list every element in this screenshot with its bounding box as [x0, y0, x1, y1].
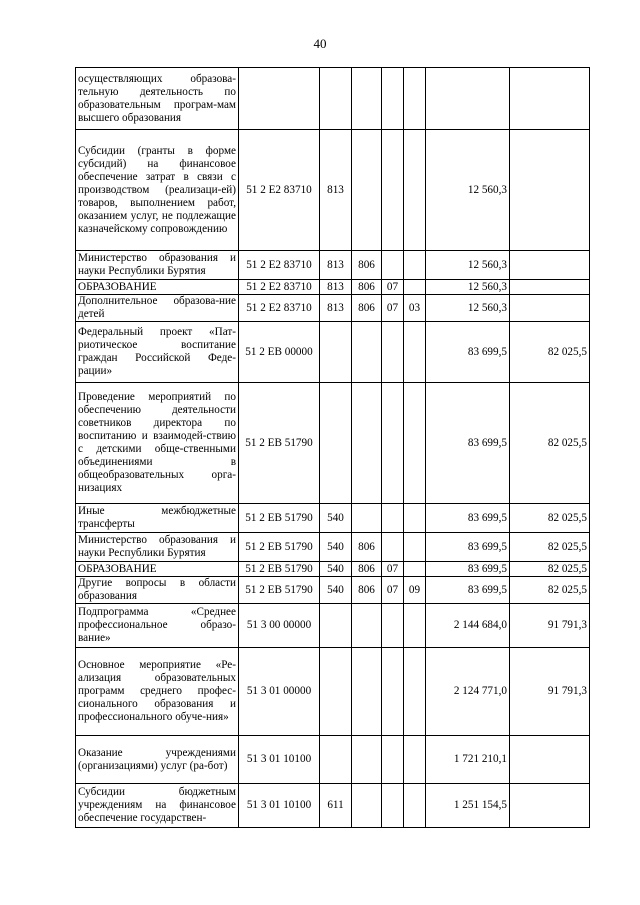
row-name: Оказание учреждениями (организациями) услуг (ра-бот) [76, 736, 239, 784]
row-name: Министерство образования и науки Республики Бурятия [76, 251, 239, 280]
target-article-code [239, 68, 320, 130]
table-row [76, 604, 590, 648]
page-number: 40 [313, 36, 327, 51]
target-article-code: 51 2 ЕВ 51790 [239, 383, 320, 504]
target-article-code: 51 2 Е2 83710 [239, 295, 320, 322]
ministry-code: 806 [352, 577, 382, 604]
table-row [76, 322, 590, 383]
expense-type-code: 813 [320, 251, 352, 280]
table-row [76, 648, 590, 736]
subsection-code [404, 130, 426, 251]
section-code [382, 68, 404, 130]
section-code [382, 784, 404, 828]
amount-year-1: 12 560,3 [426, 130, 510, 251]
subsection-code [404, 533, 426, 562]
ministry-code [352, 736, 382, 784]
row-name: Федеральный проект «Пат-риотическое воспитание граждан Российской Феде-рации» [76, 322, 239, 383]
subsection-code [404, 736, 426, 784]
row-name: Проведение мероприятий по обеспечению деятельности советников директора по воспитанию и взаимодей-ствию с детскими обще-ственными объединениями в общеобразовательных орга-низациях [76, 383, 239, 504]
expense-type-code: 611 [320, 784, 352, 828]
ministry-code: 806 [352, 251, 382, 280]
row-name: ОБРАЗОВАНИЕ [76, 280, 239, 295]
amount-year-1: 83 699,5 [426, 504, 510, 533]
ministry-code [352, 130, 382, 251]
row-name: Другие вопросы в области образования [76, 577, 239, 604]
subsection-code: 03 [404, 295, 426, 322]
ministry-code [352, 322, 382, 383]
target-article-code: 51 2 ЕВ 00000 [239, 322, 320, 383]
target-article-code: 51 2 ЕВ 51790 [239, 504, 320, 533]
subsection-code: 09 [404, 577, 426, 604]
target-article-code: 51 2 ЕВ 51790 [239, 577, 320, 604]
ministry-code [352, 604, 382, 648]
table-row [76, 251, 590, 280]
amount-year-1: 83 699,5 [426, 322, 510, 383]
ministry-code: 806 [352, 562, 382, 577]
subsection-code [404, 562, 426, 577]
target-article-code: 51 2 Е2 83710 [239, 280, 320, 295]
section-code: 07 [382, 280, 404, 295]
amount-year-2 [510, 68, 590, 130]
subsection-code [404, 383, 426, 504]
amount-year-1: 2 124 771,0 [426, 648, 510, 736]
row-name: осуществляющих образова-тельную деятельность по образовательным програм-мам высшего образования [76, 68, 239, 130]
row-name: Дополнительное образова-ние детей [76, 295, 239, 322]
ministry-code [352, 648, 382, 736]
expense-type-code [320, 736, 352, 784]
amount-year-2 [510, 784, 590, 828]
expense-type-code [320, 604, 352, 648]
amount-year-2: 82 025,5 [510, 562, 590, 577]
section-code [382, 130, 404, 251]
amount-year-2: 91 791,3 [510, 648, 590, 736]
table-row [76, 383, 590, 504]
target-article-code: 51 2 Е2 83710 [239, 251, 320, 280]
expense-type-code: 540 [320, 562, 352, 577]
expense-type-code: 813 [320, 130, 352, 251]
amount-year-2: 82 025,5 [510, 322, 590, 383]
row-name: ОБРАЗОВАНИЕ [76, 562, 239, 577]
target-article-code: 51 2 ЕВ 51790 [239, 562, 320, 577]
target-article-code: 51 3 01 00000 [239, 648, 320, 736]
ministry-code [352, 504, 382, 533]
amount-year-1 [426, 68, 510, 130]
table-row [76, 280, 590, 295]
amount-year-1: 12 560,3 [426, 251, 510, 280]
row-name: Министерство образования и науки Республики Бурятия [76, 533, 239, 562]
amount-year-1: 1 721 210,1 [426, 736, 510, 784]
row-name: Иные межбюджетные трансферты [76, 504, 239, 533]
table-row [76, 295, 590, 322]
subsection-code [404, 280, 426, 295]
amount-year-2: 82 025,5 [510, 533, 590, 562]
budget-table [75, 67, 590, 828]
target-article-code: 51 3 01 10100 [239, 736, 320, 784]
target-article-code: 51 3 00 00000 [239, 604, 320, 648]
row-name: Субсидии бюджетным учреждениям на финансовое обеспечение государствен- [76, 784, 239, 828]
amount-year-2 [510, 251, 590, 280]
section-code [382, 504, 404, 533]
section-code [382, 736, 404, 784]
section-code [382, 604, 404, 648]
table-row [76, 130, 590, 251]
amount-year-1: 83 699,5 [426, 577, 510, 604]
amount-year-2 [510, 736, 590, 784]
section-code: 07 [382, 295, 404, 322]
ministry-code [352, 383, 382, 504]
ministry-code [352, 784, 382, 828]
ministry-code [352, 68, 382, 130]
row-name: Субсидии (гранты в форме субсидий) на финансовое обеспечение затрат в связи с производством (реализаци-ей) товаров, выполнением работ, оказанием услуг, не подлежащие казначейскому сопровождению [76, 130, 239, 251]
amount-year-1: 12 560,3 [426, 295, 510, 322]
amount-year-2: 82 025,5 [510, 383, 590, 504]
table-row [76, 504, 590, 533]
amount-year-1: 12 560,3 [426, 280, 510, 295]
expense-type-code [320, 68, 352, 130]
ministry-code: 806 [352, 280, 382, 295]
target-article-code: 51 3 01 10100 [239, 784, 320, 828]
table-row [76, 736, 590, 784]
ministry-code: 806 [352, 533, 382, 562]
budget-table-body [76, 68, 590, 828]
section-code [382, 648, 404, 736]
section-code [382, 383, 404, 504]
amount-year-1: 83 699,5 [426, 533, 510, 562]
table-row [76, 577, 590, 604]
subsection-code [404, 251, 426, 280]
table-row [76, 562, 590, 577]
ministry-code: 806 [352, 295, 382, 322]
expense-type-code: 540 [320, 533, 352, 562]
amount-year-2: 91 791,3 [510, 604, 590, 648]
expense-type-code: 813 [320, 280, 352, 295]
subsection-code [404, 648, 426, 736]
amount-year-2 [510, 130, 590, 251]
amount-year-1: 83 699,5 [426, 562, 510, 577]
section-code [382, 251, 404, 280]
subsection-code [404, 68, 426, 130]
expense-type-code: 540 [320, 504, 352, 533]
amount-year-2: 82 025,5 [510, 577, 590, 604]
target-article-code: 51 2 ЕВ 51790 [239, 533, 320, 562]
subsection-code [404, 504, 426, 533]
amount-year-2 [510, 295, 590, 322]
section-code [382, 533, 404, 562]
subsection-code [404, 784, 426, 828]
table-row [76, 68, 590, 130]
expense-type-code [320, 322, 352, 383]
subsection-code [404, 604, 426, 648]
subsection-code [404, 322, 426, 383]
amount-year-1: 1 251 154,5 [426, 784, 510, 828]
table-row [76, 533, 590, 562]
table-row [76, 784, 590, 828]
amount-year-1: 83 699,5 [426, 383, 510, 504]
expense-type-code: 540 [320, 577, 352, 604]
expense-type-code [320, 648, 352, 736]
section-code: 07 [382, 577, 404, 604]
amount-year-1: 2 144 684,0 [426, 604, 510, 648]
amount-year-2: 82 025,5 [510, 504, 590, 533]
section-code [382, 322, 404, 383]
amount-year-2 [510, 280, 590, 295]
row-name: Подпрограмма «Среднее профессиональное образо-вание» [76, 604, 239, 648]
row-name: Основное мероприятие «Ре-ализация образовательных программ среднего профес-сионального образования и профессионального обуче-ния» [76, 648, 239, 736]
expense-type-code: 813 [320, 295, 352, 322]
expense-type-code [320, 383, 352, 504]
section-code: 07 [382, 562, 404, 577]
target-article-code: 51 2 Е2 83710 [239, 130, 320, 251]
